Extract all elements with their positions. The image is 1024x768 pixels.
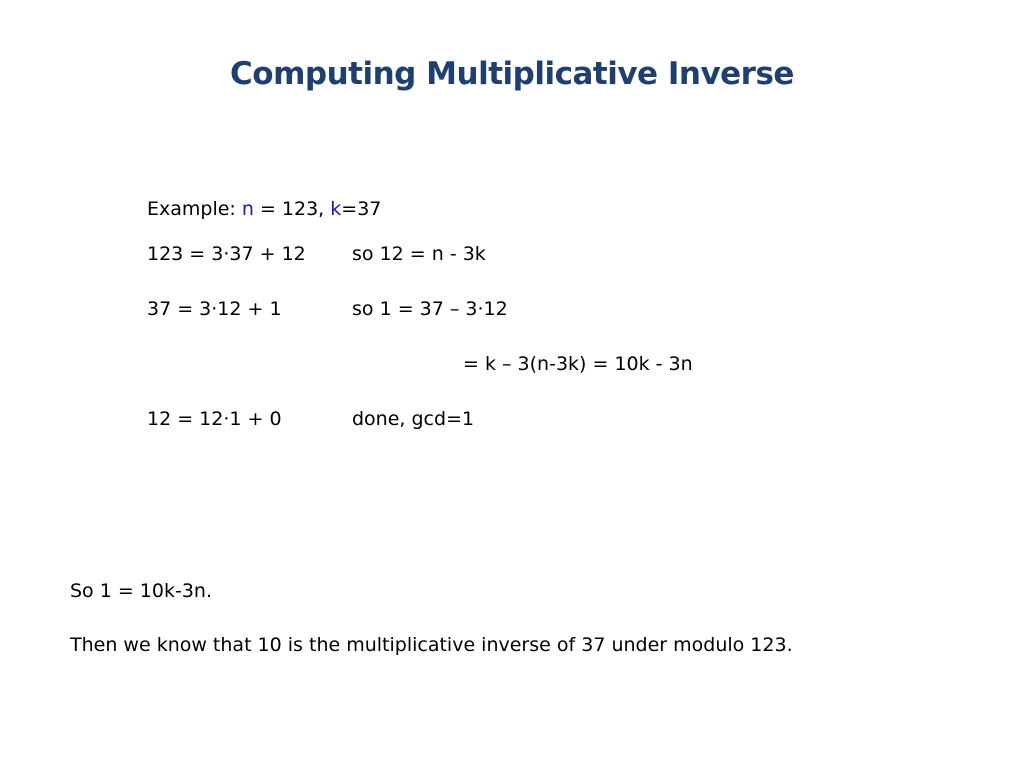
substitution-continuation: = k – 3(n-3k) = 10k - 3n — [463, 353, 693, 375]
step-note: done, gcd=1 — [352, 408, 475, 430]
k-value: =37 — [341, 198, 382, 220]
conclusion-equation: So 1 = 10k-3n. — [70, 580, 213, 602]
step-equation: 12 = 12·1 + 0 — [147, 408, 282, 430]
slide-title: Computing Multiplicative Inverse — [230, 56, 794, 92]
step-note: so 1 = 37 – 3·12 — [352, 298, 508, 320]
variable-k: k — [330, 198, 342, 220]
n-value: = 123, — [253, 198, 331, 220]
conclusion-statement: Then we know that 10 is the multiplicative inverse of 37 under modulo 123. — [70, 634, 793, 656]
variable-n: n — [241, 198, 254, 220]
step-equation: 123 = 3·37 + 12 — [147, 243, 306, 265]
step-equation: 37 = 3·12 + 1 — [147, 298, 282, 320]
example-prefix: Example: — [147, 198, 242, 220]
step-note: so 12 = n - 3k — [352, 243, 486, 265]
example-line — [147, 197, 381, 221]
